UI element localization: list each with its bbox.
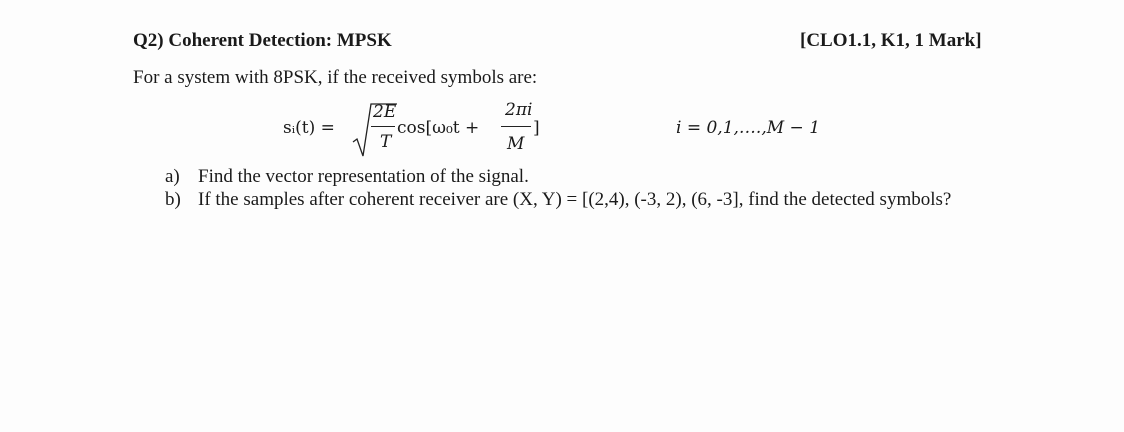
question-part-a (165, 165, 1005, 188)
part-text: Find the vector representation of the signal. (198, 166, 529, 187)
question-intro: For a system with 8PSK, if the received symbols are: (133, 67, 538, 88)
index-range: i = 0,1,….,M − 1 (676, 118, 821, 138)
sqrt-fraction-bar (371, 126, 395, 127)
phase-denominator: M (507, 134, 525, 154)
part-letter: b) (165, 189, 181, 210)
signal-formula (283, 100, 883, 160)
question-title: Q2) Coherent Detection: MPSK (133, 30, 392, 51)
question-parts (165, 165, 1005, 211)
phase-fraction-bar (501, 126, 531, 127)
cosine-term: cos[ω₀t + (397, 118, 480, 138)
phase-numerator: 2πi (505, 100, 533, 120)
formula-lhs: sᵢ(t) = (283, 118, 335, 138)
sqrt-denominator: T (380, 132, 392, 152)
part-text: If the samples after coherent receiver are (X, Y) = [(2,4), (-3, 2), (6, -3], find the detected symbols? (198, 189, 952, 210)
sqrt-numerator: 2E (373, 102, 397, 122)
closing-bracket: ] (533, 118, 540, 138)
part-letter: a) (165, 166, 180, 187)
question-part-b (165, 188, 1005, 211)
question-marks: [CLO1.1, K1, 1 Mark] (800, 30, 982, 51)
